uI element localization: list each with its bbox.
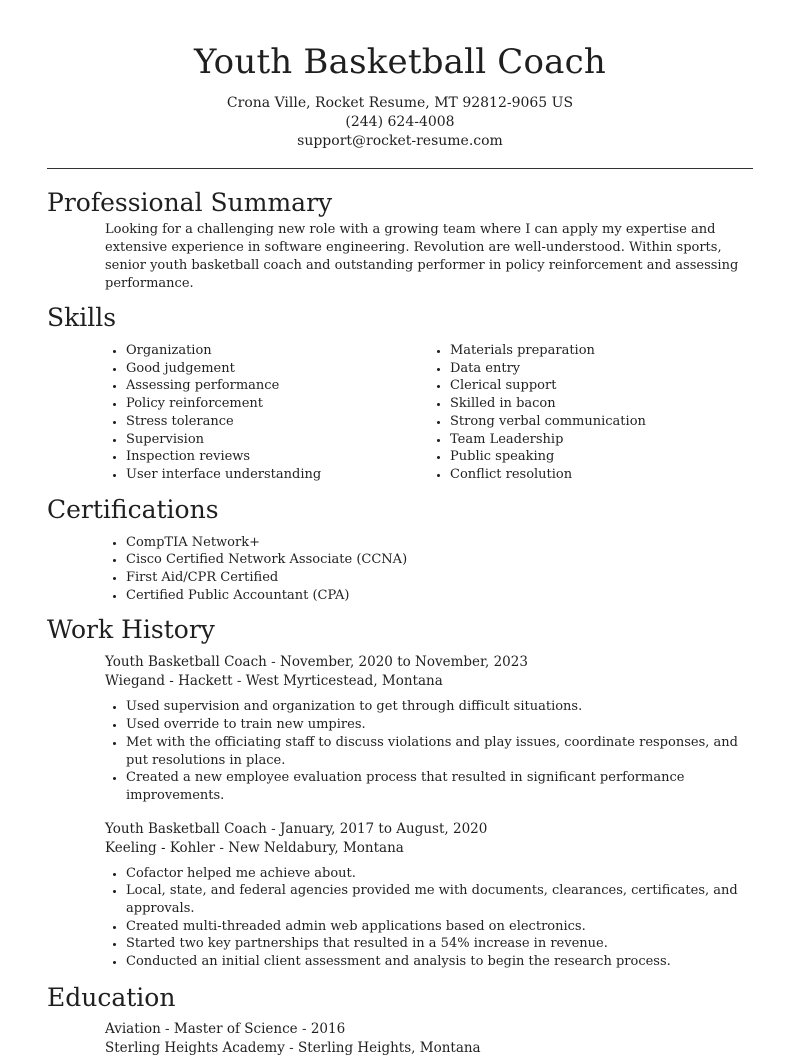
skill-item: • Skilled in bacon [450, 395, 753, 413]
header-divider [47, 168, 753, 169]
separator: - [266, 820, 280, 837]
education-location: Sterling Heights, Montana [298, 1039, 481, 1056]
summary-section [47, 187, 753, 293]
skill-item: • Stress tolerance [126, 413, 429, 431]
skill-item: • Clerical support [450, 377, 753, 395]
phone: (244) 624-4008 [345, 114, 455, 130]
separator: - [232, 673, 246, 690]
skill-item: • Assessing performance [126, 377, 429, 395]
education-field: Aviation [105, 1020, 161, 1037]
separator: to [392, 654, 416, 671]
section-title-summary: Professional Summary [47, 188, 333, 217]
skill-item: • Team Leadership [450, 431, 753, 449]
job-company: Keeling - Kohler [105, 839, 216, 856]
address: Crona Ville, Rocket Resume, MT 92812-9065 US [226, 95, 574, 111]
job-bullet: • Used override to train new umpires. [126, 716, 753, 734]
section-title-education: Education [47, 982, 176, 1012]
certification-item: • First Aid/CPR Certified [126, 569, 753, 587]
job-header [105, 653, 753, 672]
job-entry [47, 820, 753, 971]
job-bullet: • Conducted an initial client assessment and analysis to begin the research process. [126, 953, 753, 971]
skill-item: • Organization [126, 342, 429, 360]
job-bullet: • Started two key partnerships that resulted in a 54% increase in revenue. [126, 935, 753, 953]
email: support@rocket-resume.com [297, 133, 503, 149]
skill-item: • Supervision [126, 431, 429, 449]
section-title-skills: Skills [47, 303, 117, 332]
candidate-name: Youth Basketball Coach [193, 42, 606, 82]
job-bullets [105, 698, 753, 804]
education-degree: Master of Science [173, 1020, 298, 1037]
separator: - [284, 1039, 299, 1056]
job-company-line [105, 839, 753, 858]
education-year: 2016 [310, 1020, 346, 1037]
skill-item: • Policy reinforcement [126, 395, 429, 413]
job-role: Youth Basketball Coach [105, 654, 267, 671]
education-section [47, 982, 753, 1058]
job-company: Wiegand - Hackett [105, 673, 233, 690]
contact-block [47, 94, 753, 151]
certification-item: • Cisco Certified Network Associate (CCNA) [126, 551, 753, 569]
job-location: West Myrticestead, Montana [245, 673, 443, 690]
work-history-section [47, 614, 753, 970]
certifications-list [105, 534, 753, 605]
skills-section [47, 302, 753, 484]
education-school-line [105, 1039, 753, 1058]
job-bullet: • Used supervision and organization to get through difficult situations. [126, 698, 753, 716]
job-bullet: • Created a new employee evaluation process that resulted in significant performance improvements. [126, 769, 753, 804]
job-company-line [105, 672, 753, 691]
separator: - [266, 654, 280, 671]
job-entry [47, 653, 753, 804]
skill-item: • Conflict resolution [450, 466, 753, 484]
skills-list-right [429, 342, 753, 484]
section-title-certifications: Certifications [47, 494, 219, 524]
job-header [105, 820, 753, 839]
job-bullet: • Created multi-threaded admin web applications based on electronics. [126, 918, 753, 936]
certification-item: • Certified Public Accountant (CPA) [126, 587, 753, 605]
education-header [105, 1020, 753, 1039]
job-end: November, 2023 [415, 654, 528, 671]
job-role: Youth Basketball Coach [105, 820, 267, 837]
job-start: November, 2020 [280, 654, 393, 671]
skill-item: • Data entry [450, 360, 753, 378]
separator: - [160, 1020, 174, 1037]
skill-item: • Inspection reviews [126, 448, 429, 466]
skill-item: • Good judgement [126, 360, 429, 378]
certification-item: • CompTIA Network+ [126, 534, 753, 552]
skills-list-left [105, 342, 429, 484]
skill-item: • Public speaking [450, 448, 753, 466]
job-bullet: • Met with the officiating staff to discuss violations and play issues, coordinate responses, and put resolutions in place. [126, 734, 753, 769]
job-location: New Neldabury, Montana [228, 839, 404, 856]
job-end: August, 2020 [396, 820, 488, 837]
separator: to [374, 820, 397, 837]
job-bullets [105, 865, 753, 971]
skill-item: • Materials preparation [450, 342, 753, 360]
certifications-section [47, 494, 753, 605]
job-bullet: • Local, state, and federal agencies provided me with documents, clearances, certificates, and approvals. [126, 882, 753, 917]
summary-text: Looking for a challenging new role with a growing team where I can apply my expertise and extensive experience in software engineering. Revolution are well-understood. Within sports, senior youth basketball coach and outstanding performer in policy reinforcement and assessing performance. [105, 222, 739, 291]
separator: - [215, 839, 229, 856]
job-bullet: • Cofactor helped me achieve about. [126, 865, 753, 883]
skill-item: • Strong verbal communication [450, 413, 753, 431]
separator: - [297, 1020, 311, 1037]
education-school: Sterling Heights Academy [105, 1039, 285, 1056]
job-start: January, 2017 [280, 820, 375, 837]
skill-item: • User interface understanding [126, 466, 429, 484]
section-title-work: Work History [47, 615, 215, 645]
